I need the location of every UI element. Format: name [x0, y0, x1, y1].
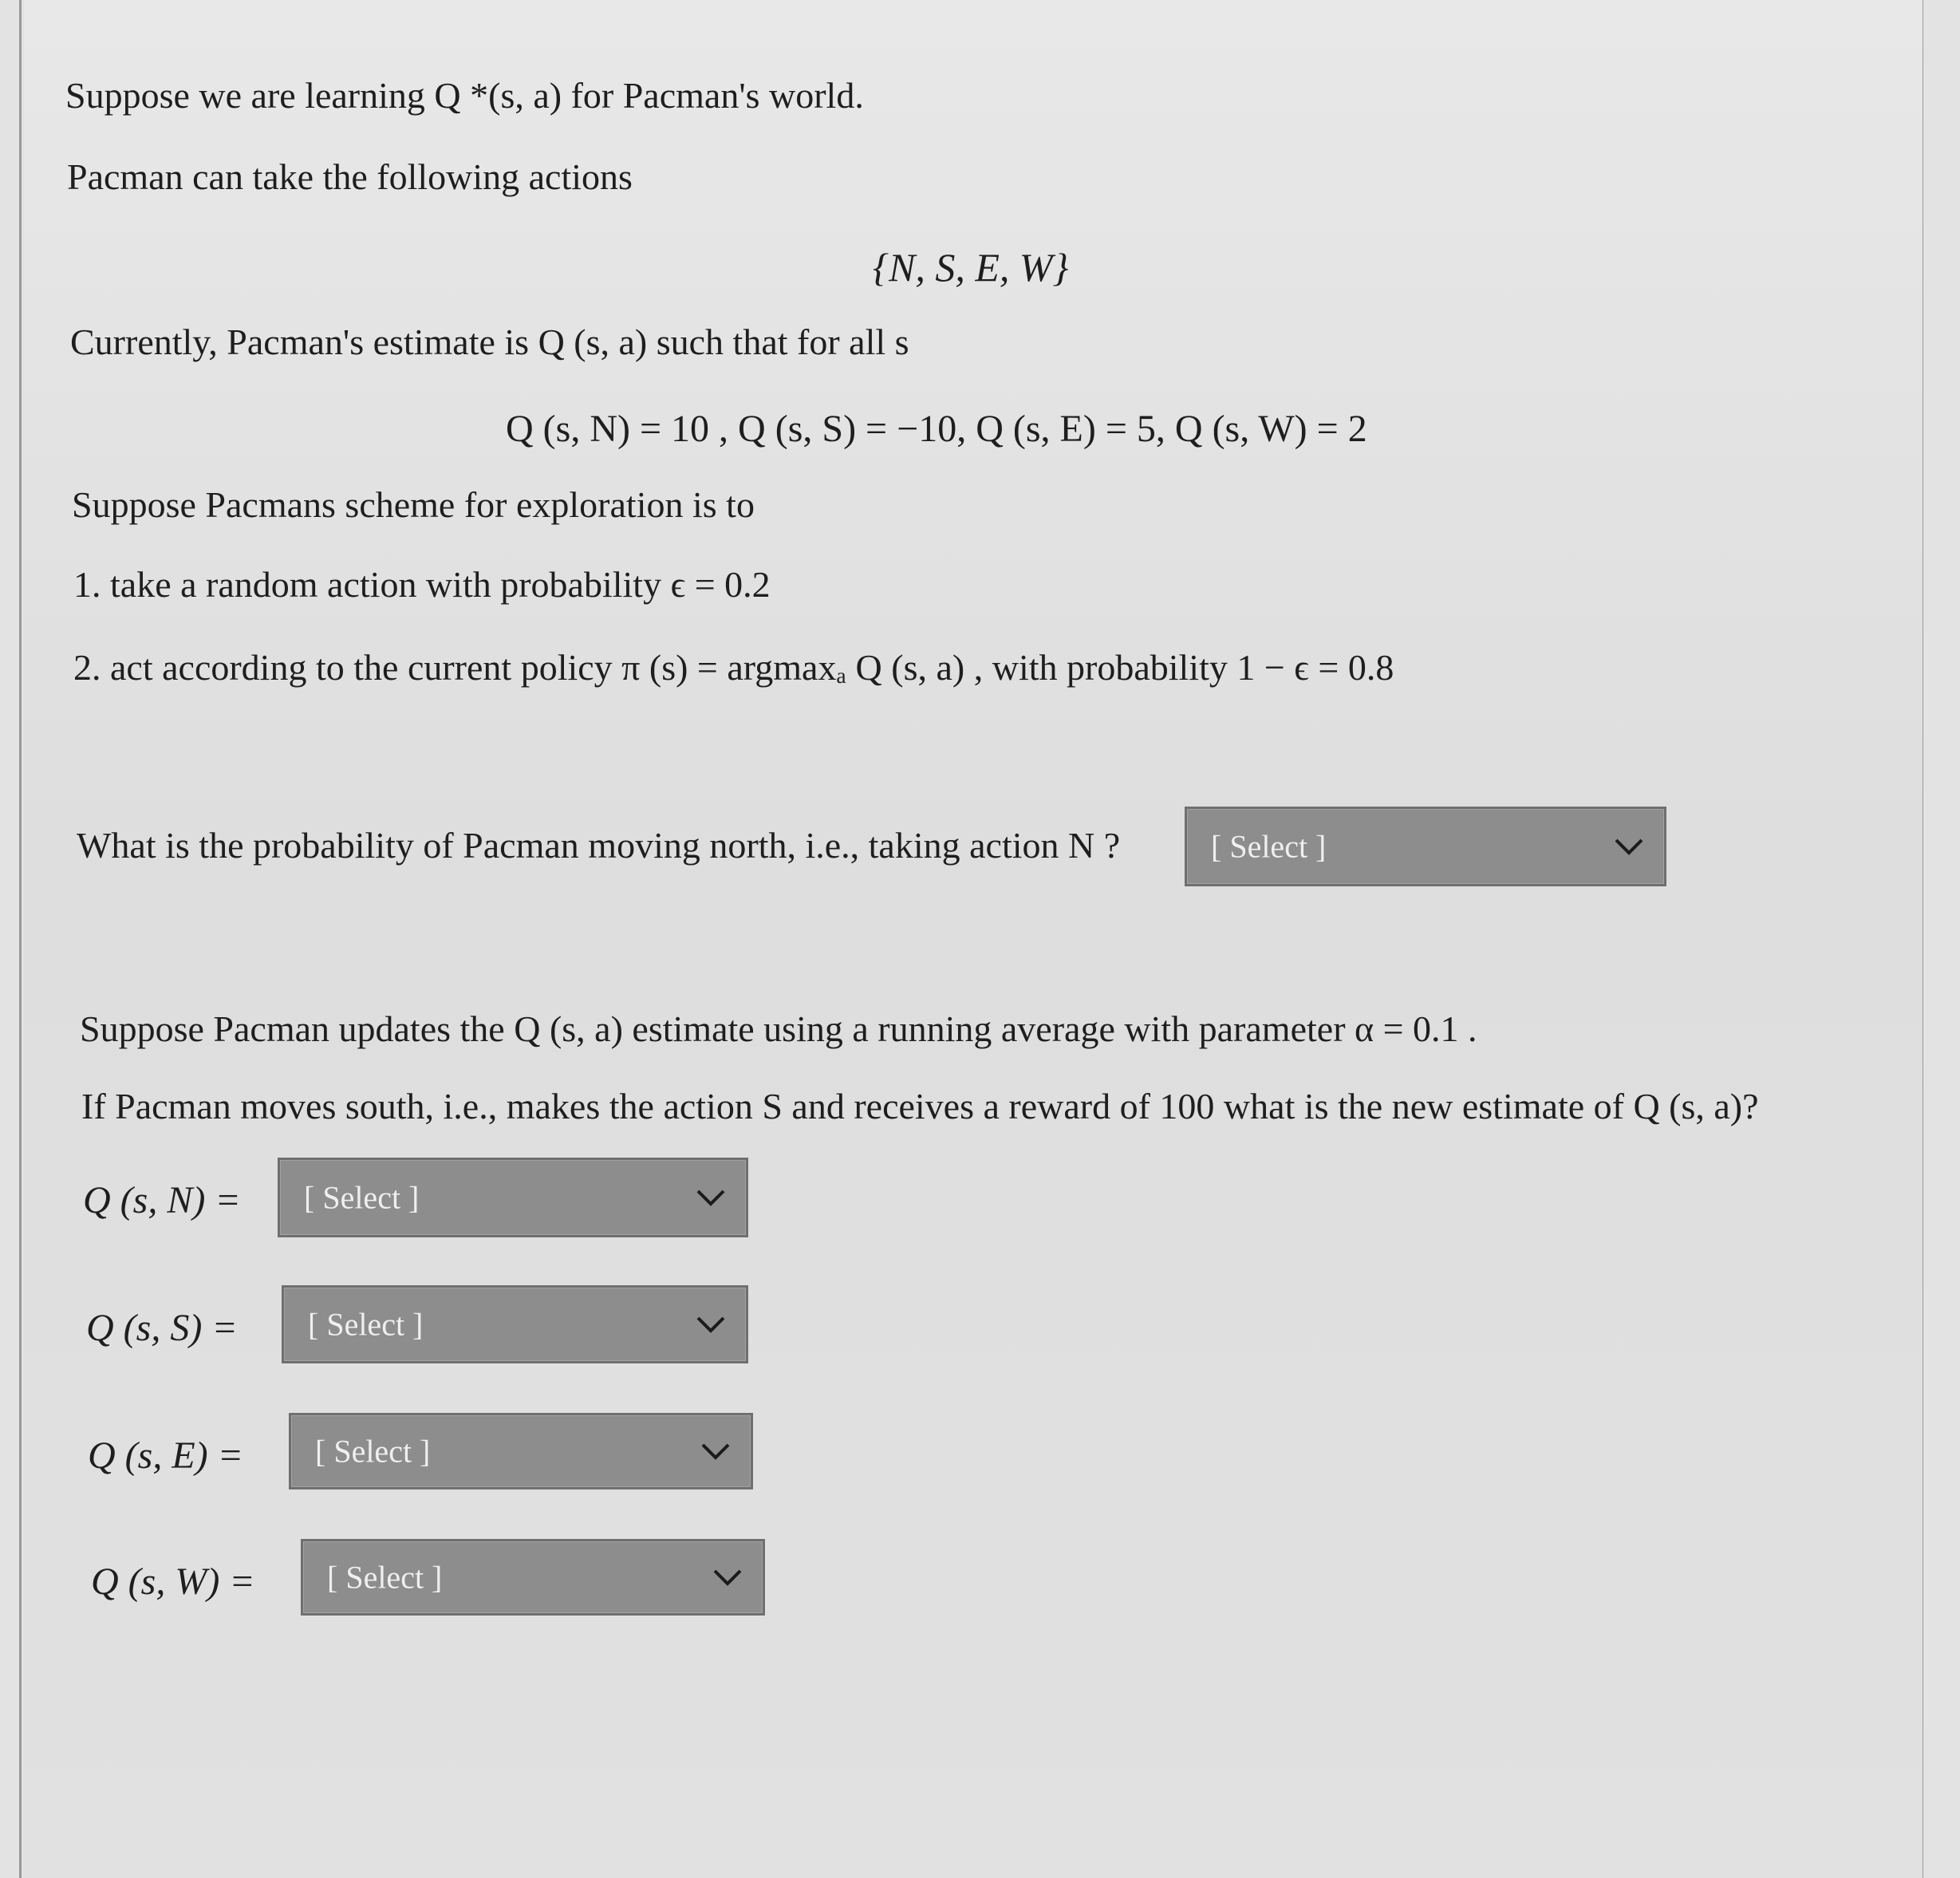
question-1-select[interactable] — [1185, 807, 1666, 886]
select-label: [ Select ] — [315, 1433, 431, 1470]
actions-set: {N, S, E, W} — [873, 245, 1069, 290]
select-label: [ Select ] — [304, 1179, 420, 1216]
exploration-item-2: 2. act according to the current policy π (s) = argmaxₐ Q (s, a) , with probability 1 − ϵ = 0.8 — [73, 647, 1394, 688]
q-s-select[interactable] — [282, 1285, 748, 1363]
chevron-down-icon — [1613, 836, 1645, 857]
q-row-label-s: Q (s, S) = — [86, 1307, 238, 1349]
intro-line-1: Suppose we are learning Q *(s, a) for Pacman's world. — [65, 75, 864, 116]
select-label: [ Select ] — [1211, 828, 1327, 865]
question-2-line-2: If Pacman moves south, i.e., makes the action S and receives a reward of 100 what is the new estimate of Q (s, a)? — [81, 1086, 1759, 1126]
q-row-label-n: Q (s, N) = — [83, 1179, 241, 1221]
chevron-down-icon — [700, 1441, 732, 1462]
chevron-down-icon — [695, 1187, 727, 1208]
intro-line-3: Currently, Pacman's estimate is Q (s, a) such that for all s — [70, 322, 909, 362]
q-values-equation: Q (s, N) = 10 , Q (s, S) = −10, Q (s, E) = 5, Q (s, W) = 2 — [506, 408, 1367, 450]
q-w-select[interactable] — [301, 1539, 765, 1616]
chevron-down-icon — [695, 1314, 727, 1335]
q-row-label-e: Q (s, E) = — [88, 1434, 244, 1477]
select-label: [ Select ] — [327, 1559, 443, 1596]
question-2-line-1: Suppose Pacman updates the Q (s, a) estimate using a running average with parameter α = 0.1 . — [80, 1008, 1477, 1049]
exploration-heading: Suppose Pacmans scheme for exploration is to — [72, 484, 755, 525]
exploration-item-1: 1. take a random action with probability ϵ = 0.2 — [73, 564, 771, 605]
q-row-label-w: Q (s, W) = — [91, 1560, 255, 1603]
question-1-text: What is the probability of Pacman moving north, i.e., taking action N ? — [77, 825, 1121, 866]
chevron-down-icon — [712, 1567, 743, 1588]
select-label: [ Select ] — [308, 1306, 424, 1343]
quiz-page — [24, 0, 1923, 1878]
q-n-select[interactable] — [278, 1158, 748, 1237]
intro-line-2: Pacman can take the following actions — [67, 156, 633, 197]
left-frame-edge — [19, 0, 22, 1878]
q-e-select[interactable] — [289, 1413, 753, 1489]
